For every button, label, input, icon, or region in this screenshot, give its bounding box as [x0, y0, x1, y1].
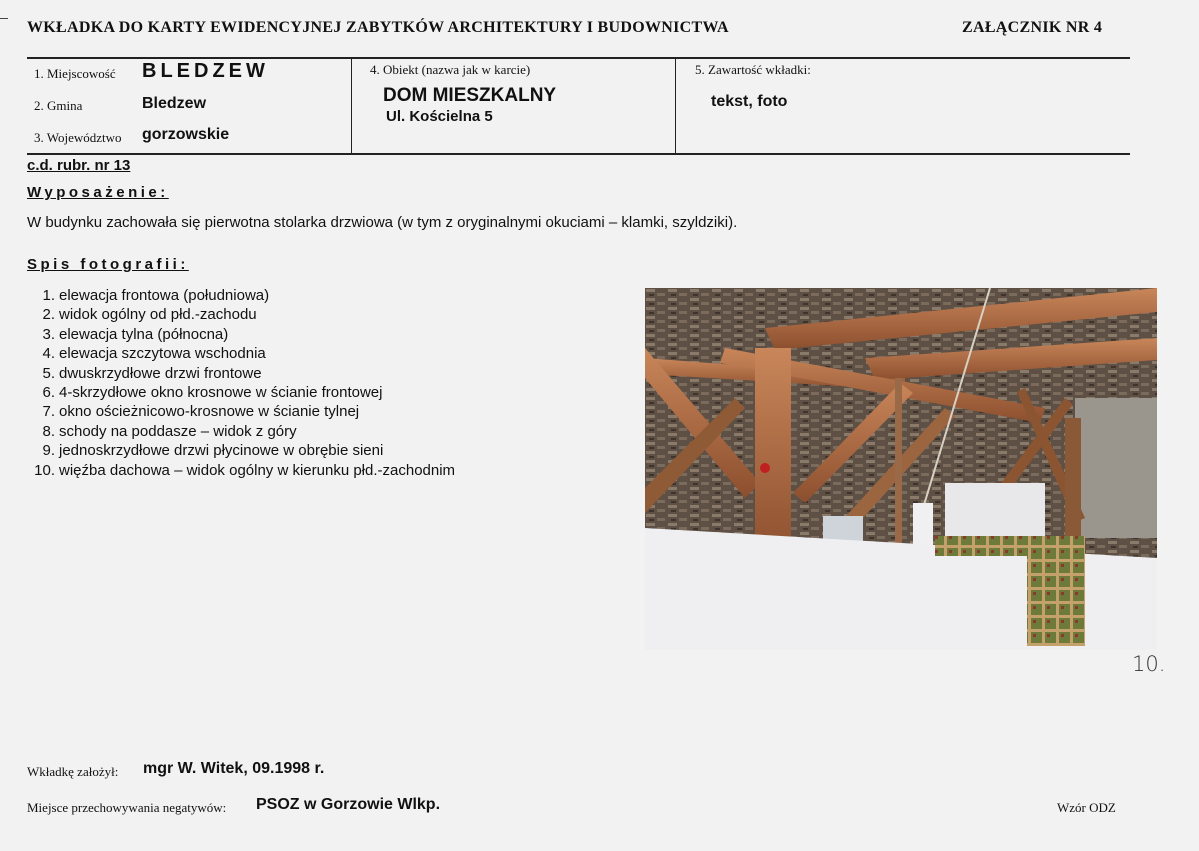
box-top-rule	[27, 57, 1130, 59]
wojewodztwo-label: 3. Województwo	[34, 130, 122, 145]
zawartosc-label: 5. Zawartość wkładki:	[695, 62, 811, 77]
gmina-value: Bledzew	[142, 95, 207, 112]
equipment-text: W budynku zachowała się pierwotna stolarka drzwiowa (w tym z oryginalnymi okuciami – klamki, szyldziki).	[27, 214, 738, 231]
list-item-text: dwuskrzydłowe drzwi frontowe	[59, 364, 262, 382]
wojewodztwo-value: gorzowskie	[142, 126, 230, 143]
obiekt-label: 4. Obiekt (nazwa jak w karcie)	[370, 62, 531, 77]
roof-truss-photo	[645, 288, 1157, 650]
box-bottom-rule	[27, 153, 1130, 155]
roof-truss-illustration	[645, 288, 1157, 650]
list-item	[27, 461, 455, 480]
photo-list	[27, 286, 455, 480]
list-item	[27, 305, 455, 324]
list-item	[27, 325, 455, 344]
list-item-number: 10.	[34, 461, 55, 479]
box-divider-2	[675, 58, 676, 154]
obiekt-value: DOM MIESZKALNY	[383, 85, 557, 106]
list-item-number: 4.	[42, 345, 55, 363]
list-item	[27, 364, 455, 383]
list-item-text: więźba dachowa – widok ogólny w kierunku płd.-zachodnim	[59, 461, 456, 479]
list-item-text: schody na poddasze – widok z góry	[59, 422, 297, 440]
list-item	[27, 286, 455, 305]
form-model: Wzór ODZ	[1057, 800, 1116, 815]
list-item-text: 4-skrzydłowe okno krosnowe w ścianie frontowej	[59, 384, 383, 402]
list-item-number: 2.	[42, 306, 55, 324]
list-item-text: okno ościeżnicowo-krosnowe w ścianie tylnej	[59, 403, 360, 421]
annex-number: ZAŁĄCZNIK NR 4	[962, 19, 1103, 36]
photo-number: 10.	[1132, 652, 1166, 676]
gmina-label: 2. Gmina	[34, 98, 83, 113]
list-item-number: 5.	[42, 364, 55, 382]
storage-value: PSOZ w Gorzowie Wlkp.	[256, 796, 441, 813]
list-item-text: elewacja frontowa (południowa)	[59, 287, 270, 304]
miejscowosc-label: 1. Miejscowość	[34, 66, 116, 81]
obiekt-address: Ul. Kościelna 5	[386, 108, 493, 125]
list-item	[27, 344, 455, 363]
list-item-text: elewacja tylna (północna)	[59, 325, 229, 343]
list-item-text: elewacja szczytowa wschodnia	[59, 345, 266, 363]
list-item-number: 1.	[42, 287, 55, 304]
founder-label: Wkładkę założył:	[27, 764, 119, 779]
miejscowosc-value: BLEDZEW	[142, 60, 269, 82]
storage-label: Miejsce przechowywania negatywów:	[27, 800, 227, 815]
list-item	[27, 441, 455, 460]
list-item-text: widok ogólny od płd.-zachodu	[59, 306, 257, 324]
zawartosc-value: tekst, foto	[711, 93, 788, 110]
list-item	[27, 402, 455, 421]
list-item	[27, 422, 455, 441]
list-item-number: 8.	[42, 422, 55, 440]
box-divider-1	[351, 58, 352, 154]
form-title: WKŁADKA DO KARTY EWIDENCYJNEJ ZABYTKÓW ARCHITEKTURY I BUDOWNICTWA	[27, 19, 729, 36]
list-item-number: 6.	[42, 384, 55, 402]
list-item	[27, 383, 455, 402]
list-item-text: jednoskrzydłowe drzwi płycinowe w obrębie sieni	[59, 442, 384, 460]
founder-value: mgr W. Witek, 09.1998 r.	[143, 760, 325, 777]
list-item-number: 9.	[42, 442, 55, 460]
photos-title: Spis fotografii:	[27, 256, 189, 273]
continuation-label: c.d. rubr. nr 13	[27, 157, 131, 174]
list-item-number: 3.	[42, 325, 55, 343]
equipment-title: Wyposażenie:	[27, 184, 169, 201]
list-item-number: 7.	[42, 403, 55, 421]
corner-mark	[0, 18, 8, 19]
